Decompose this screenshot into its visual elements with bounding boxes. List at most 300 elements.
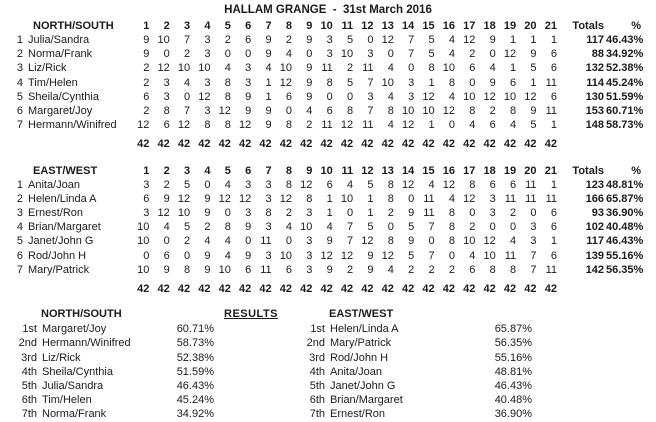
boards-played-count: 42 [218,138,231,151]
board-score: 0 [448,119,456,132]
pair-percent: 56.35% [606,263,644,276]
results-east-west-row-4th [300,365,532,379]
board-score: 9 [143,34,150,46]
board-score: 4 [387,62,394,75]
results-east-west-row-1st [300,322,532,336]
board-score: 9 [306,62,313,75]
board-score: 5 [347,76,354,89]
rank-label: 1st [310,323,325,336]
board-score: 2 [285,207,293,220]
board-score: 6 [285,263,293,276]
board-score: 2 [306,119,313,132]
board-score: 0 [184,249,191,262]
board-score: 3 [204,48,211,61]
north-south-pair-row-4 [0,76,656,90]
board-score: 5 [428,34,435,46]
east-west-pair-row-2 [0,192,656,206]
board-score: 1 [367,192,374,205]
rank-label: 5th [309,380,325,392]
board-score: 8 [448,76,456,89]
boards-played-count: 42 [340,138,354,151]
boards-played-count: 42 [361,138,374,151]
board-score: 3 [245,178,252,191]
board-score: 12 [422,90,435,103]
east-west-boards-played-row [0,282,656,296]
board-score: 2 [184,235,191,248]
board-score: 0 [163,235,170,248]
board-score: 3 [245,62,252,75]
pair-number: 5 [16,90,23,103]
board-score: 5 [530,62,537,75]
north-south-heading: NORTH/SOUTH [33,20,114,32]
pair-number: 7 [16,263,23,276]
board-score: 7 [184,105,191,118]
board-21-header: 21 [544,164,557,177]
board-score: 9 [306,76,313,89]
boards-played-count: 42 [381,283,394,296]
board-11-header: 11 [341,20,354,32]
board-score: 6 [550,62,557,75]
board-score: 4 [224,235,231,248]
board-score: 5 [367,221,374,234]
board-score: 1 [530,34,537,46]
board-score: 4 [163,221,170,234]
board-score: 2 [448,263,456,276]
results-east-west-row-5th [300,379,532,393]
board-score: 8 [224,76,231,89]
board-score: 0 [326,90,333,103]
north-south-pair-row-2 [0,47,656,61]
board-20-header: 20 [524,20,537,32]
north-south-pair-row-3 [0,61,656,75]
board-score: 12 [442,178,456,191]
board-9-header: 9 [306,164,313,177]
board-score: 1 [326,207,333,220]
rank-label: 7th [21,408,37,421]
results-north-south-row-4th [0,365,214,379]
board-score: 11 [260,263,272,276]
board-score: 9 [408,207,415,220]
pair-names: Tim/Helen [28,76,78,89]
board-score: 3 [530,235,537,248]
board-score: 2 [184,48,191,61]
board-score: 3 [408,76,415,89]
board-score: 10 [279,62,293,75]
board-score: 11 [321,62,333,75]
board-score: 2 [347,263,354,276]
rank-label: 7th [309,408,325,421]
board-score: 0 [489,48,496,61]
north-south-pair-row-7 [0,118,656,132]
pair-percent: 34.92% [176,408,214,421]
rank-label: 1st [22,323,37,336]
board-score: 0 [469,207,476,220]
board-score: 4 [489,62,496,75]
board-score: 6 [326,178,333,191]
north-south-pair-row-1 [0,33,656,47]
board-score: 9 [265,105,272,118]
board-score: 0 [285,235,293,248]
pair-number: 6 [16,249,23,262]
board-score: 9 [265,48,272,61]
board-score: 1 [530,76,537,89]
board-score: 6 [143,192,150,205]
boards-played-count: 42 [279,138,293,151]
pair-percent: 36.90% [494,408,532,421]
board-score: 2 [204,221,211,234]
boards-played-count: 42 [137,138,150,151]
boards-played-count: 42 [524,283,537,296]
north-south-pair-row-5 [0,90,656,104]
pair-total: 153 [585,105,604,118]
board-score: 5 [408,221,415,234]
board-score: 9 [163,263,170,276]
board-score: 10 [463,235,476,248]
board-score: 0 [143,249,150,262]
board-score: 6 [489,178,496,191]
rank-label: 2nd [18,337,37,350]
board-score: 1 [428,119,435,132]
east-west-heading: EAST/WEST [33,164,98,177]
pair-percent: 48.81% [494,365,532,378]
boards-played-count: 42 [218,283,231,296]
rank-label: 3rd [21,351,37,364]
board-score: 4 [204,235,211,248]
board-score: 7 [428,221,435,234]
board-score: 9 [408,235,415,248]
board-score: 4 [448,90,456,103]
board-score: 7 [184,34,191,46]
board-score: 12 [177,119,191,132]
pair-names: Anita/Joan [330,365,382,378]
board-score: 0 [245,48,252,61]
pair-names: Ernest/Ron [330,408,386,421]
board-2-header: 2 [163,164,170,177]
board-score: 4 [387,90,394,103]
board-score: 6 [510,76,517,89]
board-21-header: 21 [544,20,557,32]
board-score: 4 [387,119,394,132]
board-10-header: 10 [320,20,333,32]
boards-played-count: 42 [320,283,333,296]
pair-number: 1 [16,178,23,191]
board-score: 12 [340,119,354,132]
board-4-header: 4 [204,164,211,177]
board-score: 4 [448,34,456,46]
board-score: 4 [510,119,517,132]
pair-percent: 45.24% [176,394,214,407]
results-east-west-column [300,308,532,421]
board-score: 11 [423,207,435,220]
pair-names: Helen/Linda A [28,192,97,205]
board-score: 8 [428,62,435,75]
pair-names: Sheila/Cynthia [42,365,113,378]
north-south-header-row [0,19,656,33]
pair-names: Helen/Linda A [330,323,399,336]
board-score: 8 [387,235,394,248]
board-score: 7 [530,263,537,276]
board-score: 8 [224,90,231,103]
board-score: 3 [265,249,272,262]
board-score: 7 [367,76,374,89]
board-score: 12 [381,34,394,46]
board-score: 3 [306,207,313,220]
board-score: 4 [387,263,394,276]
board-score: 10 [340,192,354,205]
board-16-header: 16 [442,164,456,177]
board-score: 12 [483,90,496,103]
pair-names: Tim/Helen [42,394,92,407]
pair-names: Liz/Rick [28,62,67,75]
results-north-south-heading: NORTH/SOUTH [41,308,122,321]
board-score: 11 [525,178,537,191]
board-score: 4 [285,48,293,61]
board-score: 12 [483,235,496,248]
board-score: 10 [137,221,150,234]
pair-percent: 40.48% [494,394,532,407]
board-score: 3 [489,207,496,220]
board-score: 10 [463,90,476,103]
empty-cell [0,137,134,151]
board-6-header: 6 [245,164,252,177]
boards-played-count: 42 [361,283,374,296]
board-score: 12 [340,249,354,262]
board-score: 2 [469,221,476,234]
pair-percent: 48.81% [606,178,644,191]
pair-percent: 58.73% [606,119,644,132]
pair-number: 3 [16,62,23,75]
board-score: 0 [184,90,191,103]
board-score: 5 [184,178,191,191]
pair-percent: 46.43% [494,380,532,392]
boards-played-count: 42 [177,138,191,151]
board-score: 9 [489,34,496,46]
board-score: 9 [245,249,252,262]
board-score: 8 [387,192,394,205]
board-score: 12 [157,62,170,75]
results-north-south-row-2nd [0,336,214,350]
board-score: 1 [326,192,333,205]
board-20-header: 20 [524,164,537,177]
pair-number: 4 [16,76,23,89]
board-score: 10 [442,62,456,75]
board-score: 0 [285,105,293,118]
board-score: 9 [367,249,374,262]
board-score: 4 [469,249,476,262]
empty-cell [606,137,656,151]
pair-total: 132 [585,62,604,75]
board-score: 7 [530,249,537,262]
board-8-header: 8 [285,164,293,177]
board-score: 4 [184,76,191,89]
board-score: 8 [489,263,496,276]
board-score: 4 [265,62,272,75]
pair-percent: 45.24% [606,76,644,89]
board-score: 9 [204,263,211,276]
board-score: 1 [510,34,517,46]
board-score: 3 [265,178,272,191]
board-score: 12 [402,178,415,191]
pair-percent: 55.16% [494,351,532,364]
results-east-west-heading: EAST/WEST [329,308,394,321]
pair-percent: 52.38% [176,351,214,364]
east-west-header-row [0,164,656,178]
board-13-header: 13 [381,20,394,32]
pair-names: Mary/Patrick [330,337,392,350]
board-score: 8 [306,192,313,205]
board-score: 8 [510,105,517,118]
boards-played-count: 42 [381,138,394,151]
boards-played-count: 42 [503,138,517,151]
board-score: 4 [224,62,231,75]
board-score: 12 [524,90,537,103]
board-score: 10 [503,90,517,103]
pair-percent: 46.43% [176,380,214,392]
results-east-west-row-6th [300,393,532,407]
boards-played-count: 42 [544,283,557,296]
board-score: 9 [530,48,537,61]
rank-label: 4th [309,365,325,378]
pair-number: 4 [16,221,23,234]
totals-header: Totals [572,20,604,32]
board-score: 12 [279,76,293,89]
boards-played-count: 42 [300,283,313,296]
east-west-pair-row-6 [0,249,656,263]
pair-percent: 65.87% [494,323,532,336]
board-5-header: 5 [224,164,231,177]
pair-percent: 34.92% [606,48,644,61]
board-score: 10 [157,34,170,46]
board-score: 4 [224,178,231,191]
board-score: 10 [198,62,211,75]
board-score: 6 [143,90,150,103]
board-score: 12 [442,105,456,118]
board-17-header: 17 [463,164,476,177]
board-score: 6 [326,105,333,118]
board-score: 11 [362,119,374,132]
pair-percent: 46.43% [606,235,644,248]
boards-played-count: 42 [177,283,191,296]
pair-names: Liz/Rick [42,351,81,364]
board-score: 11 [260,235,272,248]
board-score: 9 [143,48,150,61]
board-score: 12 [137,119,150,132]
north-south-score-table [0,19,656,152]
board-score: 1 [550,34,557,46]
board-score: 7 [347,235,354,248]
board-score: 6 [163,249,170,262]
board-score: 2 [469,48,476,61]
pair-number: 5 [16,235,23,248]
board-score: 3 [489,192,496,205]
boards-played-count: 42 [198,283,211,296]
boards-played-count: 42 [463,283,476,296]
board-score: 8 [347,105,354,118]
pair-names: Julia/Sandra [42,380,104,392]
pair-number: 2 [16,48,23,61]
board-score: 8 [387,105,394,118]
boards-played-count: 42 [340,283,354,296]
board-score: 12 [402,119,415,132]
boards-played-count: 42 [483,138,496,151]
board-score: 4 [306,105,313,118]
empty-cell [562,282,606,296]
board-score: 11 [525,192,537,205]
board-score: 0 [163,48,170,61]
board-score: 0 [204,178,211,191]
board-score: 3 [143,207,150,220]
board-score: 3 [265,221,272,234]
board-score: 2 [285,34,293,46]
board-9-header: 9 [306,20,313,32]
board-score: 8 [285,178,293,191]
board-score: 11 [545,105,557,118]
board-score: 6 [163,119,170,132]
board-score: 3 [326,48,333,61]
board-score: 12 [177,192,191,205]
board-score: 12 [157,207,170,220]
board-score: 10 [137,235,150,248]
empty-cell [606,282,656,296]
pair-names: Mary/Patrick [28,263,90,276]
board-score: 9 [204,207,211,220]
pair-names: Brian/Margaret [330,394,403,407]
pair-names: Rod/John H [28,249,87,262]
board-score: 3 [163,90,170,103]
results-north-south-row-5th [0,379,214,393]
rank-label: 2nd [306,337,325,350]
results-section [0,308,656,420]
board-score: 11 [504,192,517,205]
board-score: 3 [204,76,211,89]
pair-names: Rod/John H [330,351,389,364]
boards-played-count: 42 [239,283,252,296]
board-score: 2 [408,263,415,276]
board-score: 8 [469,178,476,191]
board-14-header: 14 [402,20,415,32]
board-score: 8 [326,76,333,89]
pair-percent: 58.73% [176,337,214,350]
board-score: 9 [245,90,252,103]
board-score: 9 [326,235,333,248]
board-score: 7 [367,105,374,118]
percent-header: % [631,164,641,177]
boards-played-count: 42 [300,138,313,151]
board-score: 12 [218,105,231,118]
results-north-south-row-1st [0,322,214,336]
board-score: 0 [387,48,394,61]
pair-total: 123 [585,178,604,191]
boards-played-count: 42 [402,283,415,296]
board-score: 9 [204,249,211,262]
rank-label: 3rd [309,351,325,364]
pair-total: 142 [585,263,604,276]
board-score: 1 [550,119,557,132]
results-heading: RESULTS [224,308,279,321]
board-score: 3 [245,207,252,220]
results-north-south-row-6th [0,393,214,407]
board-score: 8 [224,221,231,234]
pair-total: 130 [585,90,604,103]
east-west-pair-row-5 [0,234,656,248]
board-score: 4 [285,221,293,234]
boards-played-count: 42 [239,138,252,151]
board-score: 2 [428,263,435,276]
board-score: 4 [224,249,231,262]
pair-number: 6 [16,105,23,118]
board-score: 0 [245,235,252,248]
pair-percent: 55.16% [606,249,644,262]
